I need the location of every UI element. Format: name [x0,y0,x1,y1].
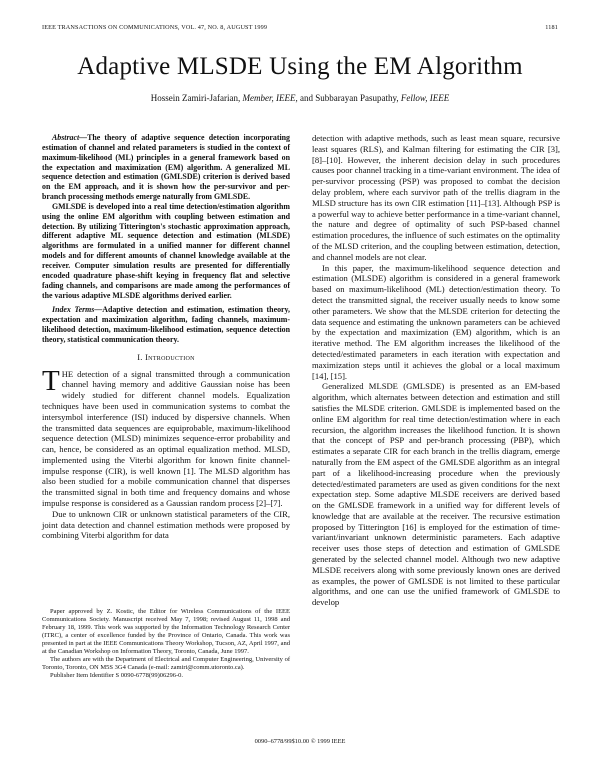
abstract [42,133,290,300]
author-1: Hossein Zamiri-Jafarian, [150,93,241,103]
section-title: Introduction [145,352,195,362]
index-terms [42,305,290,344]
footnote [42,608,290,680]
paper-title: Adaptive MLSDE Using the EM Algorithm [77,53,523,80]
author-2-role: Fellow, IEEE [400,93,450,103]
author-1-role: Member, IEEE, [242,93,298,103]
section-heading [42,353,290,364]
index-terms-text: Adaptive detection and estimation, estimation theory, expectation and maximization algorithm, fading channels, maximum-likelihood detection, maximum-likelihood estimation, sequence detection theory, statistical communication theory. [42,305,291,344]
copyright-footer: 0090–6778/99$10.00 © 1999 IEEE [254,738,346,745]
right-paragraph-2: In this paper, the maximum-likelihood sequence detection and estimation (MLSDE) algorithm is considered in a general framework based on maximum-likelihood (ML) detection/estimation theory. To detect the transmitted signal, the receiver usually needs to know some other parameters. We show that the MLSDE criterion for detecting the data sequence and estimating the unknown parameters can be achieved by the expectation and maximization (EM) algorithm, which is an iterative method. The EM algorithm increases the likelihood of the detected/estimated parameters in each iteration with expectation and maximization steps until it achieves the global or a local maximum [14], [15]. [312,262,560,381]
intro-paragraph-1 [42,364,290,509]
section-number: I. [137,352,143,362]
author-conjunction: and [299,93,313,103]
abstract-text-1: The theory of adaptive sequence detection incorporating estimation of channel and related parameters is studied in the context of maximum-likelihood (ML) principles in a general framework based on the expectation and maximization (EM) algorithm. A generalized ML sequence detection and estimation (GMLSDE) criterion is derived based on the EM approach, and it is shown how the per-survivor and per-branch processing methods emerge naturally from GMLSDE. [42,133,290,202]
right-paragraph-3: Generalized MLSDE (GMLSDE) is presented as an EM-based algorithm, which alternates between detection and estimation and still satisfies the MLSDE criterion. GMLSDE is implemented based on the online EM algorithm for real time detection/estimation where in each recursion, the algorithm increases the likelihood function. It is shown that the concept of PSP and per-branch processing (PBP), which estimates a separate CIR for each branch in the trellis diagram, emerge naturally from the EM aspect of the GMLSDE algorithm as an integral part of a likelihood-increasing procedure when the previously detected/estimated parameters are used as given conditions for the next expectation step. Some adaptive MLSDE receivers are derived based on the GMLSDE framework in a unified way for different levels of knowledge that are available at the receiver. The recursive estimation proposed by Titterington [16] is employed for the estimation of time-variant/invariant unknown deterministic parameters. Each adaptive receiver uses those steps of detection and estimation of GMLSDE generated by the selected channel model. Although two new adaptive MLSDE receivers along with some previously known ones are derived as examples, the power of GMLSDE is not limited to these particular algorithms, and one can use the unified framework of GMLSDE to develop [312,381,560,608]
drop-cap: T [42,364,60,397]
left-column [42,133,290,541]
intro-text-1: HE detection of a signal transmitted through a communication channel having memory and additive Gaussian noise has been widely studied for different channel models. Equalization techniques have been used in communication systems to combat the intersymbol interference (ISI) induced by dispersive channels. When the transmitted data sequences are equiprobable, maximum-likelihood sequence detection (MLSD) minimizes sequence-error probability and can, hence, be considered as an optimal equalization method. MLSD, implemented using the Viterbi algorithm for known finite channel-impulse response (CIR), is well known [1]. The MLSD algorithm has also been studied for a mobile communication channel that disperses the transmitted signal in both time and frequency domains and whose impulse response is considered as a Gaussian random process [2]–[7]. [42,368,290,509]
index-terms-lead: Index Terms— [52,305,103,315]
footnote-paragraph-2: The authors are with the Department of Electrical and Computer Engineering, University of Toronto, Toronto, ON M5S 3G4 Canada (e-mail: zamiri@comm.utoronto.ca). [42,656,290,671]
intro-paragraph-2: Due to unknown CIR or unknown statistical parameters of the CIR, joint data detection and channel estimation methods were proposed by combining Viterbi algorithm for data [42,508,290,541]
journal-header: IEEE TRANSACTIONS ON COMMUNICATIONS, VOL. 47, NO. 8, AUGUST 1999 [42,24,268,31]
author-line [0,93,600,104]
abstract-paragraph-2: GMLSDE is developed into a real time detection/estimation algorithm using the online EM algorithm with coupling between estimation and detection. By utilizing Titterington's stochastic approximation approach, different adaptive ML sequence detection and estimation (MLSDE) algorithms are formulated in a unified manner for different channel models and for different amounts of channel knowledge available at the receiver. Computer simulation results are presented for differentially encoded quadrature phase-shift keying in frequency flat and selective fading channels, and comparisons are made among the performances of the various adaptive MLSDE algorithms derived earlier. [42,201,290,300]
right-column [312,133,560,608]
right-paragraph-1: detection with adaptive methods, such as least mean square, recursive least squares (RLS), and Kalman filtering for estimating the CIR [3], [8]–[10]. However, the inherent decision delay in such procedures causes poor channel tracking in a time-variant environment. The idea of per-survivor processing (PSP) was proposed to combat the decision delay problem, where each survivor path of the trellis diagram in the MLSD structure has its own CIR estimation [11]–[13]. Although PSP is a powerful way to achieve better performance in a time-variant channel, the nature and degree of optimality of such PSP-based channel estimation procedures, the influence of such estimates on the optimality of the MLSD criterion, and the coupling between estimation, detection, and channel models are not clear. [312,133,560,262]
author-2: Subbarayan Pasupathy, [315,93,399,103]
abstract-lead: Abstract— [52,133,88,142]
footnote-paragraph-3: Publisher Item Identifier S 0090-6778(99)06296-0. [50,672,184,679]
footnote-paragraph-1: Paper approved by Z. Kostic, the Editor for Wireless Communications of the IEEE Communications Society. Manuscript received May 7, 1998; revised August 11, 1998 and February 18, 1999. This work was supported by the Information Technology Research Center (ITRC), a center of excellence funded by the Province of Ontario, Canada. This work was presented in part at the IEEE Communications Theory Workshop, Tucson, AZ, April 1997, and at the Canadian Workshop on Information Theory, Toronto, Canada, June 1997. [42,608,290,655]
abstract-paragraph-1 [42,133,290,202]
running-head [42,24,558,34]
page-number: 1181 [545,24,558,31]
